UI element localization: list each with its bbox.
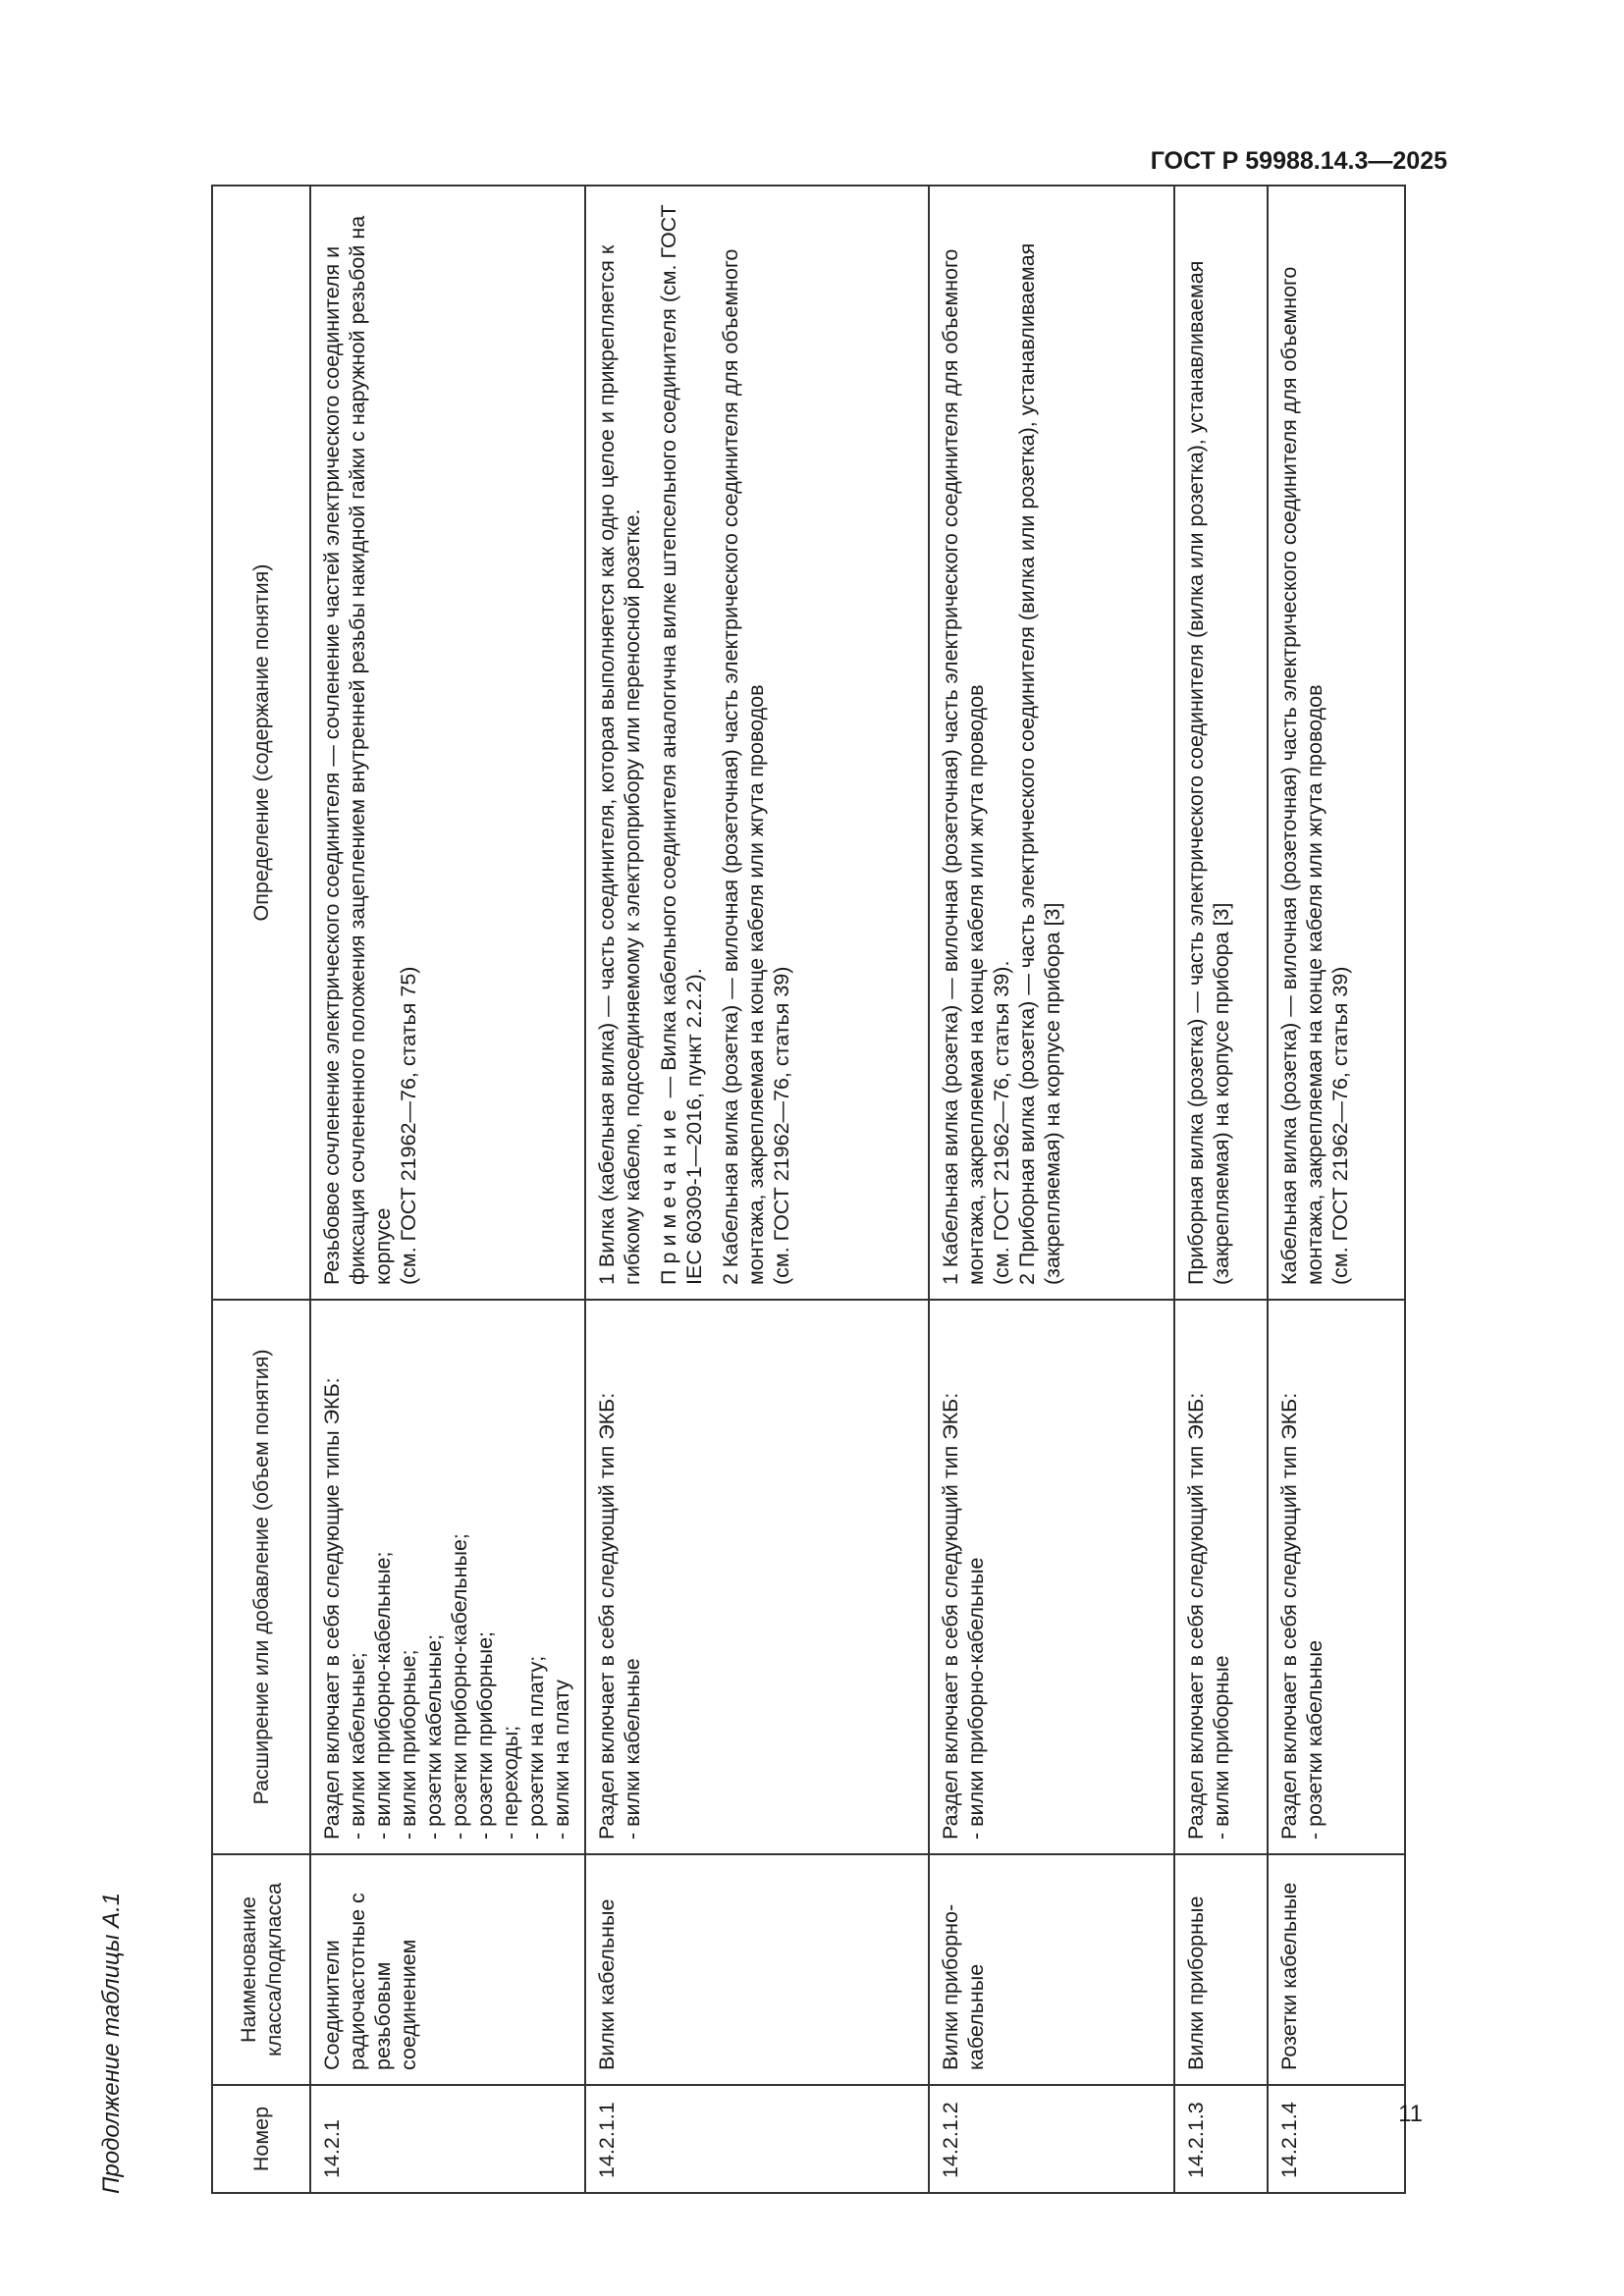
list-item: - вилки приборно-кабельные xyxy=(963,1310,989,1840)
definition-text: Приборная вилка (розетка) — часть электрического соединителя (вилка или розетка), устанавливаемая (закрепляемая) на корпусе прибора [3] xyxy=(1184,260,1233,1285)
list-item: - розетки на плату; xyxy=(523,1310,549,1840)
rotated-page-content xyxy=(98,187,1453,2194)
row-class-name: Розетки кабельные xyxy=(1268,1854,1405,2085)
extension-list xyxy=(1209,1310,1234,1840)
col-header-extension: Расширение или добавление (объем понятия) xyxy=(212,1300,310,1854)
table-caption: Продолжение таблицы А.1 xyxy=(98,1892,125,2194)
list-item: - вилки кабельные xyxy=(620,1310,645,1840)
extension-intro: Раздел включает в себя следующие типы ЭКБ: xyxy=(320,1377,344,1840)
row-definition xyxy=(1268,186,1405,1300)
row-class-name: Вилки кабельные xyxy=(585,1854,929,2085)
col-header-class-name: Наименование класса/подкласса xyxy=(212,1854,310,2085)
extension-intro: Раздел включает в себя следующий тип ЭКБ: xyxy=(939,1392,962,1840)
row-extension xyxy=(929,1300,1174,1854)
row-extension xyxy=(310,1300,585,1854)
definition-text: Кабельная вилка (розетка) — вилочная (розеточная) часть электрического соединителя для объемного монтажа, закрепляемая на конце кабеля или жгута проводов xyxy=(1277,266,1326,1285)
definition-text xyxy=(718,196,794,1285)
list-item: - розетки кабельные xyxy=(1302,1310,1327,1840)
row-class-name: Вилки приборные xyxy=(1174,1854,1268,2085)
table-row xyxy=(929,186,1174,2193)
note-text: — Вилка кабельного соединителя аналогична вилке штепсельного соединителя (см. ГОСТ IEC 60309-1—2016, пункт 2.2.2). xyxy=(657,204,706,1285)
row-class-name: Вилки приборно-кабельные xyxy=(929,1854,1174,2085)
list-item: - вилки на плату xyxy=(549,1310,574,1840)
row-definition xyxy=(310,186,585,1300)
definition-note xyxy=(656,196,707,1285)
list-item: - вилки приборно-кабельные; xyxy=(370,1310,396,1840)
row-definition xyxy=(929,186,1174,1300)
definition-text: 2 Приборная вилка (розетка) — часть электрического соединителя (вилка или розетка), устанавливаемая (закрепляемая) на корпусе прибора [3] xyxy=(1015,242,1064,1285)
row-number: 14.2.1.3 xyxy=(1174,2085,1268,2193)
definition-text: Резьбовое сочленение электрического соединителя — сочленение частей электрического соединителя и фиксация сочлененного положения зацеплением внутренней резьбы накидной гайки с наружной резьбой на корпусе xyxy=(320,215,395,1285)
definition-reference: (см. ГОСТ 21962—76, статья 75) xyxy=(397,966,420,1285)
classification-table xyxy=(211,185,1406,2194)
table-row xyxy=(1268,186,1405,2193)
definition-reference: (см. ГОСТ 21962—76, статья 39). xyxy=(990,960,1013,1285)
definition-text: 1 Кабельная вилка (розетка) — вилочная (розеточная) часть электрического соединителя для объемного монтажа, закрепляемая на конце кабеля или жгута проводов xyxy=(939,248,988,1285)
list-item: - розетки приборные; xyxy=(472,1310,498,1840)
standard-code: ГОСТ Р 59988.14.3—2025 xyxy=(1150,147,1447,175)
extension-intro: Раздел включает в себя следующий тип ЭКБ: xyxy=(1184,1392,1208,1840)
extension-list xyxy=(963,1310,989,1840)
definition-reference: (см. ГОСТ 21962—76, статья 39) xyxy=(1328,966,1352,1285)
list-item: - вилки кабельные; xyxy=(345,1310,370,1840)
row-number: 14.2.1.4 xyxy=(1268,2085,1405,2193)
extension-intro: Раздел включает в себя следующий тип ЭКБ: xyxy=(1277,1392,1301,1840)
row-class-name: Соединители радиочастотные с резьбовым соединением xyxy=(310,1854,585,2085)
table-row xyxy=(585,186,929,2193)
extension-intro: Раздел включает в себя следующий тип ЭКБ: xyxy=(595,1392,619,1840)
row-number: 14.2.1.2 xyxy=(929,2085,1174,2193)
list-item: - розетки кабельные; xyxy=(421,1310,447,1840)
col-header-number: Номер xyxy=(212,2085,310,2193)
extension-list xyxy=(1302,1310,1327,1840)
definition-text: 1 Вилка (кабельная вилка) — часть соединителя, которая выполняется как одно целое и прикрепляется к гибкому кабелю, подсоединяемому к электроприбору или переносной розетке. xyxy=(595,244,644,1285)
list-item: - вилки приборные; xyxy=(396,1310,421,1840)
list-item: - розетки приборно-кабельные; xyxy=(447,1310,472,1840)
row-extension xyxy=(585,1300,929,1854)
list-item: - переходы; xyxy=(498,1310,523,1840)
table-row xyxy=(310,186,585,2193)
list-item: - вилки приборные xyxy=(1209,1310,1234,1840)
note-label: Примечание xyxy=(657,1103,680,1285)
row-extension xyxy=(1174,1300,1268,1854)
row-extension xyxy=(1268,1300,1405,1854)
definition-part: 2 Кабельная вилка (розетка) — вилочная (розеточная) часть электрического соединителя для объемного монтажа, закрепляемая на конце кабеля или жгута проводов xyxy=(719,248,768,1285)
table-header-row xyxy=(212,186,310,2193)
table-row xyxy=(1174,186,1268,2193)
page-number: 11 xyxy=(1398,2101,1423,2127)
row-number: 14.2.1.1 xyxy=(585,2085,929,2193)
row-definition xyxy=(1174,186,1268,1300)
row-definition xyxy=(585,186,929,1300)
row-number: 14.2.1 xyxy=(310,2085,585,2193)
extension-list xyxy=(345,1310,574,1840)
extension-list xyxy=(620,1310,645,1840)
col-header-definition: Определение (содержание понятия) xyxy=(212,186,310,1300)
definition-reference: (см. ГОСТ 21962—76, статья 39) xyxy=(770,966,793,1285)
